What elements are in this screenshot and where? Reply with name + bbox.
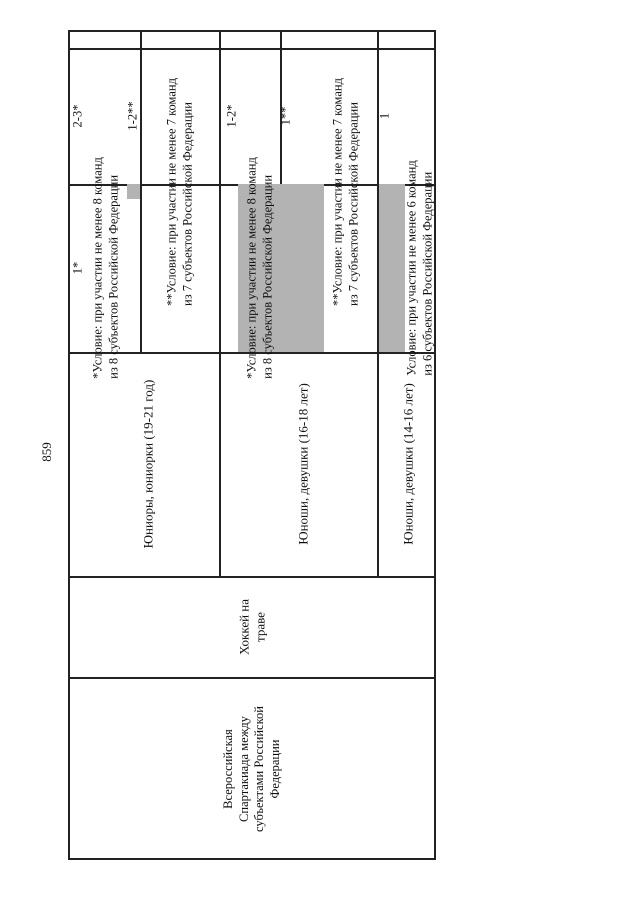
condition-text [331, 78, 362, 306]
divider-cond-g1 [140, 32, 142, 353]
event-name-line: субъектами Российской [252, 706, 266, 832]
place-value: 1-2* [224, 104, 239, 128]
place-value: 1** [278, 106, 293, 126]
shaded-cell [379, 184, 405, 352]
condition-line: *Условие: при участии не менее 8 команд [90, 157, 105, 379]
divider-group-1-2 [219, 32, 221, 577]
condition-line: из 8 субъектов Российской Федерации [260, 174, 274, 379]
page-number: 859 [39, 442, 54, 462]
condition-text [91, 157, 122, 379]
divider-event-sport [70, 677, 434, 679]
place-value: 1* [70, 261, 85, 275]
place-value: 1-2** [125, 101, 140, 131]
event-name-line: Спартакиада между [236, 716, 251, 822]
condition-text [245, 157, 276, 379]
shaded-cell [280, 184, 324, 352]
condition-line: из 7 субъектов Российской Федерации [180, 102, 194, 306]
place-value: 2-3* [70, 104, 85, 128]
table [68, 30, 436, 860]
age-group-1: Юниоры, юниорки (19-21 год) [140, 379, 156, 549]
condition-text [165, 78, 196, 306]
place-value: 1 [377, 112, 392, 120]
condition-line: из 7 субъектов Российской Федерации [346, 102, 360, 306]
condition-text [405, 160, 436, 375]
age-group-3: Юноши, девушки (14-16 лет) [400, 383, 416, 545]
shaded-cell [127, 184, 140, 199]
event-name-line: Всероссийская [221, 729, 235, 809]
condition-line: из 6 субъектов Российской Федерации [420, 171, 434, 376]
divider-sport-age [70, 576, 434, 578]
sport-line: траве [252, 612, 267, 642]
age-group-2: Юноши, девушки (16-18 лет) [295, 383, 311, 545]
condition-line: Условие: при участии не менее 6 команд [404, 160, 419, 376]
event-name-cell [221, 706, 283, 832]
condition-line: *Условие: при участии не менее 8 команд [244, 157, 259, 379]
condition-line: из 8 субъектов Российской Федерации [106, 174, 120, 379]
sport-cell [237, 599, 268, 655]
sport-line: Хоккей на [236, 598, 252, 656]
condition-line: **Условие: при участии не менее 7 команд [164, 78, 179, 306]
condition-line: **Условие: при участии не менее 7 команд [330, 78, 345, 306]
divider-places-right [70, 48, 434, 50]
event-name-line: Федерации [267, 739, 282, 799]
